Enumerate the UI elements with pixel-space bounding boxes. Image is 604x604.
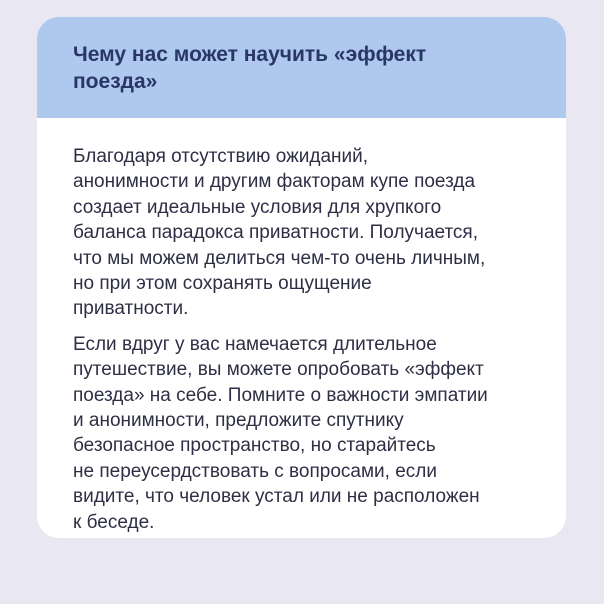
paragraph-line: приватности. bbox=[73, 298, 189, 320]
paragraph-line: Благодаря отсутствию ожиданий, bbox=[73, 146, 369, 167]
card-title-line: поезда» bbox=[73, 70, 158, 93]
card-header bbox=[37, 17, 566, 118]
paragraph-line: Если вдруг у вас намечается длительное bbox=[73, 333, 437, 355]
paragraph-line: поезда» на себе. Помните о важности эмпатии bbox=[73, 384, 488, 406]
paragraph-line: баланса парадокса приватности. Получается, bbox=[73, 222, 479, 244]
paragraph-line: безопасное пространство, но старайтесь bbox=[73, 435, 436, 457]
paragraph-line: анонимности и другим факторам купе поезда bbox=[73, 171, 476, 193]
card-title bbox=[73, 41, 530, 95]
paragraph-line: к беседе. bbox=[73, 511, 155, 533]
body-paragraph-2 bbox=[73, 332, 536, 535]
paragraph-line: и анонимности, предложите спутнику bbox=[73, 410, 404, 432]
paragraph-line: не переусердствовать с вопросами, если bbox=[73, 460, 437, 482]
paragraph-line: путешествие, вы можете опробовать «эффект bbox=[73, 359, 484, 381]
info-card bbox=[37, 17, 566, 538]
paragraph-line: видите, что человек устал или не расположен bbox=[73, 486, 480, 508]
paragraph-line: но при этом сохранять ощущение bbox=[73, 273, 372, 295]
card-body bbox=[37, 118, 566, 535]
card-title-line: Чему нас может научить «эффект bbox=[73, 43, 427, 66]
paragraph-line: что мы можем делиться чем-то очень личным, bbox=[73, 247, 486, 269]
body-paragraph-1 bbox=[73, 144, 536, 322]
paragraph-line: создает идеальные условия для хрупкого bbox=[73, 196, 442, 218]
